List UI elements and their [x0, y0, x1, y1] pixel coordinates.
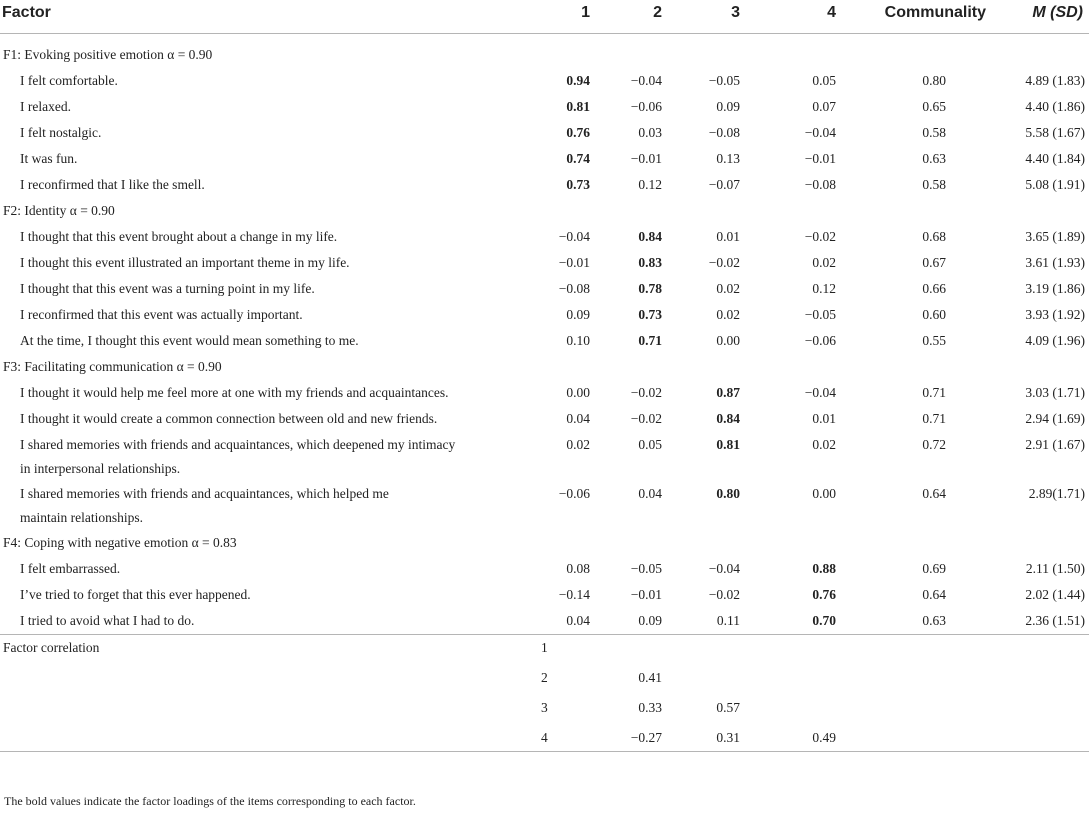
correlation-value: 0.33 [638, 699, 662, 715]
loading-1: −0.01 [558, 254, 590, 270]
correlation-value: −0.27 [598, 725, 682, 752]
item-text: I felt nostalgic. [20, 124, 102, 140]
header-communality: Communality [854, 0, 1002, 34]
mean-sd: 2.89(1.71) [1028, 485, 1085, 501]
table-row [0, 608, 1089, 635]
loading-4: 0.00 [812, 485, 836, 501]
correlation-value [766, 665, 854, 691]
communality: 0.63 [922, 612, 946, 628]
loading-4: −0.08 [804, 176, 836, 192]
header-factor-1: 1 [534, 0, 598, 34]
loading-1: −0.08 [558, 280, 590, 296]
item-text: I thought it would help me feel more at one with my friends and acquaintances. [20, 384, 449, 400]
loading-3: −0.07 [708, 176, 740, 192]
mean-sd: 4.09 (1.96) [1025, 332, 1085, 348]
communality: 0.64 [922, 485, 946, 501]
loading-2: 0.78 [638, 280, 662, 296]
table-row [0, 302, 1089, 328]
loading-1: 0.81 [566, 98, 590, 114]
loading-2: −0.05 [630, 560, 662, 576]
loading-2: 0.09 [638, 612, 662, 628]
mean-sd: 4.40 (1.86) [1025, 98, 1085, 114]
mean-sd: 2.91 (1.67) [1025, 436, 1085, 452]
loading-1: 0.08 [566, 560, 590, 576]
table-row [0, 380, 1089, 406]
mean-sd: 3.61 (1.93) [1025, 254, 1085, 270]
section-row-f4 [0, 530, 1089, 556]
section-row-f3 [0, 354, 1089, 380]
table-row [0, 224, 1089, 250]
loading-4: 0.02 [812, 254, 836, 270]
mean-sd: 3.19 (1.86) [1025, 280, 1085, 296]
correlation-value [598, 634, 682, 661]
loading-3: 0.00 [716, 332, 740, 348]
item-text: I thought that this event brought about a change in my life. [20, 228, 338, 244]
loading-3: −0.02 [708, 254, 740, 270]
loading-4: 0.88 [812, 560, 836, 576]
table-row [0, 432, 1089, 481]
loading-3: −0.05 [708, 72, 740, 88]
loading-2: −0.04 [630, 72, 662, 88]
table-row [0, 582, 1089, 608]
communality: 0.55 [922, 332, 946, 348]
loading-3: 0.13 [716, 150, 740, 166]
mean-sd: 2.02 (1.44) [1025, 586, 1085, 602]
correlation-row [0, 634, 1089, 661]
correlation-value: 0.41 [638, 669, 662, 685]
communality: 0.58 [922, 124, 946, 140]
mean-sd: 2.11 (1.50) [1025, 560, 1085, 576]
loading-2: 0.84 [638, 228, 662, 244]
loading-1: 0.00 [566, 384, 590, 400]
communality: 0.67 [922, 254, 946, 270]
loading-2: 0.83 [638, 254, 662, 270]
item-text-line-2: maintain relationships. [20, 509, 143, 525]
header-msd: M (SD) [1002, 0, 1089, 34]
section-row-f2 [0, 198, 1089, 224]
loading-2: −0.01 [630, 150, 662, 166]
item-text-line-2: in interpersonal relationships. [20, 460, 181, 476]
loading-3: −0.08 [708, 124, 740, 140]
header-factor-3: 3 [682, 0, 766, 34]
correlation-value: 0.49 [766, 725, 854, 752]
loading-4: −0.04 [804, 384, 836, 400]
item-text: I relaxed. [20, 98, 71, 114]
loading-4: 0.07 [812, 98, 836, 114]
loading-1: 0.04 [566, 410, 590, 426]
mean-sd: 4.89 (1.83) [1025, 72, 1085, 88]
loading-3: 0.09 [716, 98, 740, 114]
loading-2: 0.73 [638, 306, 662, 322]
table-row [0, 146, 1089, 172]
loading-2: −0.01 [630, 586, 662, 602]
communality: 0.72 [922, 436, 946, 452]
loading-4: 0.70 [812, 612, 836, 628]
table-row [0, 276, 1089, 302]
loading-3: −0.02 [708, 586, 740, 602]
item-text: I thought that this event was a turning point in my life. [20, 280, 315, 296]
loading-4: −0.01 [804, 150, 836, 166]
loading-3: 0.02 [716, 280, 740, 296]
item-text: At the time, I thought this event would mean something to me. [20, 332, 359, 348]
correlation-factor: 4 [534, 725, 598, 752]
table-footnote: The bold values indicate the factor loadings of the items corresponding to each factor. [4, 794, 416, 808]
loading-2: −0.02 [630, 410, 662, 426]
loading-4: −0.04 [804, 124, 836, 140]
loading-4: 0.76 [812, 586, 836, 602]
item-text: I thought it would create a common connection between old and new friends. [20, 410, 438, 426]
mean-sd: 5.58 (1.67) [1025, 124, 1085, 140]
item-text: I tried to avoid what I had to do. [20, 612, 195, 628]
mean-sd: 3.65 (1.89) [1025, 228, 1085, 244]
loading-1: 0.74 [566, 150, 590, 166]
correlation-factor: 3 [541, 699, 548, 715]
communality: 0.68 [922, 228, 946, 244]
loading-4: 0.02 [812, 436, 836, 452]
correlation-label: Factor correlation [0, 634, 534, 661]
communality: 0.64 [922, 586, 946, 602]
correlation-value [766, 695, 854, 721]
item-text: I felt embarrassed. [20, 560, 121, 576]
header-factor-2: 2 [598, 0, 682, 34]
loading-3: 0.02 [716, 306, 740, 322]
loading-3: 0.01 [716, 228, 740, 244]
mean-sd: 4.40 (1.84) [1025, 150, 1085, 166]
table-row [0, 172, 1089, 198]
loading-4: −0.02 [804, 228, 836, 244]
table-row [0, 250, 1089, 276]
section-title: F1: Evoking positive emotion α = 0.90 [3, 46, 213, 62]
correlation-row [0, 665, 1089, 691]
loading-3: −0.04 [708, 560, 740, 576]
loading-4: −0.06 [804, 332, 836, 348]
communality: 0.66 [922, 280, 946, 296]
loading-3: 0.87 [716, 384, 740, 400]
loading-1: 0.76 [566, 124, 590, 140]
loading-1: −0.06 [558, 485, 590, 501]
correlation-value [682, 665, 766, 691]
correlation-value [766, 634, 854, 661]
item-text: I felt comfortable. [20, 72, 118, 88]
item-text: I thought this event illustrated an important theme in my life. [20, 254, 350, 270]
item-text-line-1: I shared memories with friends and acquaintances, which helped me [20, 485, 389, 501]
loading-4: 0.12 [812, 280, 836, 296]
loading-2: −0.02 [630, 384, 662, 400]
communality: 0.58 [922, 176, 946, 192]
item-text: I’ve tried to forget that this ever happened. [20, 586, 251, 602]
item-text-line-1: I shared memories with friends and acquaintances, which deepened my intimacy [20, 436, 456, 452]
item-text [0, 432, 534, 481]
loading-4: 0.01 [812, 410, 836, 426]
section-title: F3: Facilitating communication α = 0.90 [3, 358, 222, 374]
communality: 0.65 [922, 98, 946, 114]
loading-2: −0.06 [630, 98, 662, 114]
table-row [0, 68, 1089, 94]
mean-sd: 3.03 (1.71) [1025, 384, 1085, 400]
table-row [0, 328, 1089, 354]
correlation-value: 0.31 [682, 725, 766, 752]
loading-1: 0.09 [566, 306, 590, 322]
mean-sd: 2.36 (1.51) [1025, 612, 1085, 628]
loading-3: 0.11 [716, 612, 740, 628]
section-title: F4: Coping with negative emotion α = 0.83 [3, 534, 237, 550]
header-factor: Factor [0, 0, 534, 34]
mean-sd: 2.94 (1.69) [1025, 410, 1085, 426]
correlation-factor: 2 [541, 669, 548, 685]
communality: 0.80 [922, 72, 946, 88]
loading-1: 0.10 [566, 332, 590, 348]
communality: 0.63 [922, 150, 946, 166]
header-row [0, 0, 1089, 34]
mean-sd: 3.93 (1.92) [1025, 306, 1085, 322]
item-text [0, 481, 534, 530]
section-title: F2: Identity α = 0.90 [3, 202, 115, 218]
loading-1: −0.14 [558, 586, 590, 602]
correlation-value: 0.57 [716, 699, 740, 715]
correlation-factor: 1 [534, 634, 598, 661]
header-factor-4: 4 [766, 0, 854, 34]
table-row [0, 94, 1089, 120]
table-row [0, 481, 1089, 530]
communality: 0.60 [922, 306, 946, 322]
correlation-row [0, 725, 1089, 752]
correlation-value [682, 634, 766, 661]
table-row [0, 406, 1089, 432]
section-row-f1 [0, 42, 1089, 68]
loading-2: 0.12 [638, 176, 662, 192]
item-text: I reconfirmed that I like the smell. [20, 176, 205, 192]
loading-1: 0.73 [566, 176, 590, 192]
loading-2: 0.03 [638, 124, 662, 140]
mean-sd: 5.08 (1.91) [1025, 176, 1085, 192]
item-text: I reconfirmed that this event was actually important. [20, 306, 303, 322]
table-row [0, 556, 1089, 582]
communality: 0.71 [922, 384, 946, 400]
loading-2: 0.04 [638, 485, 662, 501]
loading-3: 0.81 [716, 436, 740, 452]
loading-1: −0.04 [558, 228, 590, 244]
loading-4: −0.05 [804, 306, 836, 322]
loading-1: 0.04 [566, 612, 590, 628]
item-text: It was fun. [20, 150, 78, 166]
loading-2: 0.71 [638, 332, 662, 348]
loading-1: 0.94 [566, 72, 590, 88]
table-row [0, 120, 1089, 146]
loading-4: 0.05 [812, 72, 836, 88]
loading-1: 0.02 [566, 436, 590, 452]
loading-2: 0.05 [638, 436, 662, 452]
loading-3: 0.80 [716, 485, 740, 501]
loading-3: 0.84 [716, 410, 740, 426]
correlation-row [0, 695, 1089, 721]
communality: 0.69 [922, 560, 946, 576]
communality: 0.71 [922, 410, 946, 426]
